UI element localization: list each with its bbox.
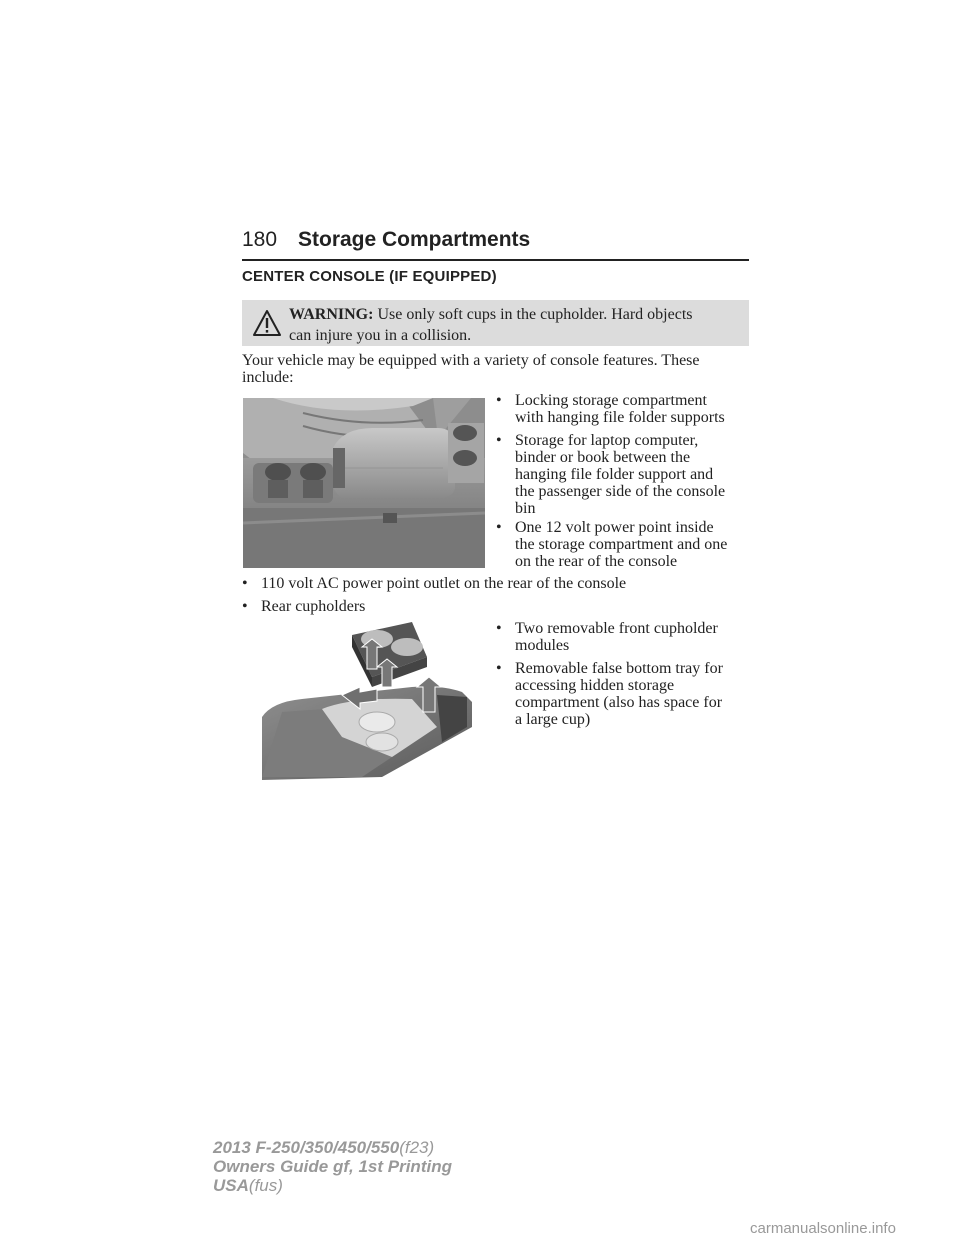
feature-line: Storage for laptop computer, [515,432,699,449]
feature-line: Two removable front cupholder [515,620,718,637]
center-console-illustration [243,398,485,568]
watermark-link[interactable]: carmanualsonline.info [750,1220,896,1237]
bullet: • [496,392,502,409]
bullet: • [496,620,502,637]
list-item [496,392,725,426]
feature-line: accessing hidden storage [515,677,675,694]
list-item [496,660,723,728]
bullet: • [242,575,248,592]
list-item [496,432,725,517]
feature-line: hanging file folder support and [515,466,714,483]
bullet: • [496,660,502,677]
warning-triangle-icon [252,309,282,337]
intro-paragraph [242,352,747,386]
warning-line-1: Use only soft cups in the cupholder. Hard objects [377,306,693,323]
feature-line: Locking storage compartment [515,392,707,409]
intro-line-2: include: [242,369,294,386]
feature-line: bin [515,500,536,517]
footer-model-name: 2013 F-250/350/450/550 [213,1138,400,1157]
feature-line: binder or book between the [515,449,691,466]
bullet: • [496,519,502,536]
feature-line: a large cup) [515,711,591,728]
list-item [496,519,727,570]
feature-line: the passenger side of the console [515,483,726,500]
footer-model-code: (f23) [399,1138,435,1157]
feature-line: 110 volt AC power point outlet on the rear of the console [261,575,627,592]
warning-text [289,304,739,346]
header-rule [242,259,749,261]
bullet: • [242,598,248,615]
feature-line: with hanging file folder supports [515,409,725,426]
feature-line: the storage compartment and one [515,536,728,553]
section-title: Storage Compartments [298,228,531,251]
list-item [496,620,718,654]
intro-line-1: Your vehicle may be equipped with a variety of console features. These [242,352,700,369]
footer-market [213,1176,283,1195]
feature-line: Rear cupholders [261,598,366,615]
feature-line: modules [515,637,570,654]
list-item [242,598,365,615]
footer-market-code: (fus) [248,1176,283,1195]
feature-line: on the rear of the console [515,553,678,570]
footer-model [213,1138,434,1157]
feature-line: compartment (also has space for [515,694,723,711]
cupholder-module-illustration [262,617,472,780]
bullet: • [496,432,502,449]
center-console-heading: CENTER CONSOLE (IF EQUIPPED) [242,268,497,285]
feature-line: One 12 volt power point inside [515,519,714,536]
warning-line-2: can injure you in a collision. [289,327,472,344]
footer-guide-text: Owners Guide gf, 1st Printing [213,1157,452,1176]
footer-guide [213,1157,452,1176]
footer-market-name: USA [213,1176,249,1195]
feature-line: Removable false bottom tray for [515,660,723,677]
warning-label: WARNING: [289,306,374,323]
list-item [242,575,626,592]
page-number: 180 [242,228,278,251]
